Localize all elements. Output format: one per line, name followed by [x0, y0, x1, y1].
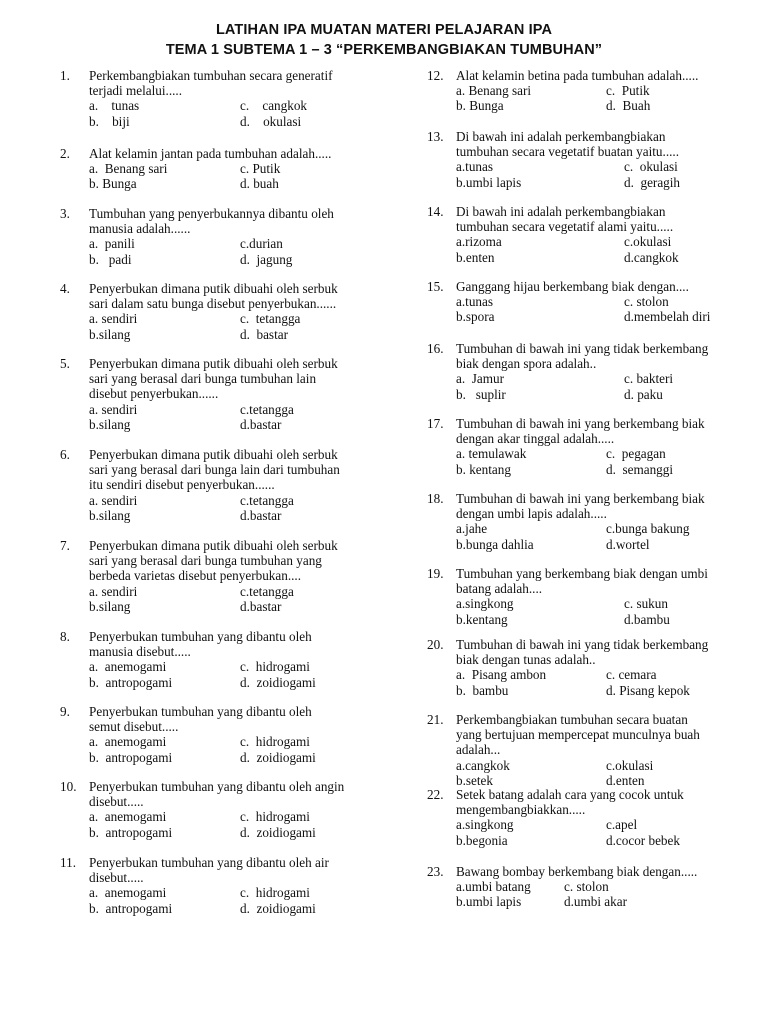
answer-option: c. stolon — [624, 294, 669, 310]
answer-option: c.tetangga — [240, 492, 294, 508]
question-text: Di bawah ini adalah perkembangbiakan tumbuhan secara vegetatif buatan yaitu..... — [456, 129, 680, 160]
answer-option: d. zoidiogami — [240, 749, 316, 765]
answer-option: c. hidrogami — [240, 734, 310, 750]
answer-option: c.tetangga — [240, 583, 294, 599]
answer-option: d. bastar — [240, 326, 288, 342]
question-item — [427, 279, 757, 325]
question-item — [427, 341, 757, 402]
question-item — [60, 281, 390, 342]
answer-option: c.durian — [240, 236, 283, 252]
question-item — [60, 704, 390, 765]
answer-option: b.bunga dahlia — [456, 536, 534, 552]
answer-option: b.silang — [89, 598, 131, 614]
question-text: Tumbuhan yang berkembang biak dengan umbi batang adalah.... — [456, 566, 708, 597]
question-number: 22. — [427, 787, 444, 802]
answer-option: a. panili — [89, 236, 135, 252]
answer-options — [89, 236, 390, 266]
question-item — [60, 447, 390, 523]
question-item — [60, 146, 390, 192]
answer-option: d. Buah — [606, 98, 651, 114]
answer-option: b. Bunga — [456, 98, 504, 114]
answer-option: a. Pisang ambon — [456, 667, 547, 683]
question-number: 3. — [60, 206, 70, 221]
question-text: Tumbuhan di bawah ini yang tidak berkembang biak dengan spora adalah.. — [456, 341, 709, 372]
answer-option: b.setek — [456, 772, 493, 788]
question-number: 18. — [427, 491, 444, 506]
answer-option: a. anemogami — [89, 734, 167, 750]
answer-option: b.silang — [89, 507, 131, 523]
answer-option: b.silang — [89, 326, 131, 342]
answer-option: b. antropogami — [89, 824, 173, 840]
answer-option: c. sukun — [624, 596, 668, 612]
question-item — [60, 68, 390, 129]
answer-option: c. hidrogami — [240, 809, 310, 825]
question-text: Tumbuhan di bawah ini yang tidak berkembang biak dengan tunas adalah.. — [456, 637, 709, 668]
answer-option: b. antropogami — [89, 749, 173, 765]
question-item — [60, 206, 390, 267]
question-item — [60, 629, 390, 690]
answer-options — [89, 584, 390, 614]
answer-options — [89, 734, 390, 764]
answer-option: d.membelah diri — [624, 309, 711, 325]
answer-option: d.bastar — [240, 598, 282, 614]
question-number: 2. — [60, 146, 70, 161]
answer-option: b. Bunga — [89, 176, 137, 192]
question-item — [427, 204, 757, 265]
answer-option: b. padi — [89, 251, 132, 267]
question-text: Tumbuhan di bawah ini yang berkembang biak dengan umbi lapis adalah..... — [456, 491, 705, 522]
question-item — [427, 787, 757, 848]
answer-option: d.umbi akar — [564, 894, 627, 910]
answer-options — [89, 161, 390, 191]
answer-options — [89, 493, 390, 523]
answer-option: c. tetangga — [240, 311, 301, 327]
worksheet-title: LATIHAN IPA MUATAN MATERI PELAJARAN IPA — [215, 22, 553, 38]
answer-option: d. Pisang kepok — [606, 682, 690, 698]
question-number: 9. — [60, 704, 70, 719]
answer-options — [456, 371, 757, 401]
answer-option: b. biji — [89, 113, 130, 129]
answer-option: b.begonia — [456, 832, 508, 848]
question-item — [60, 855, 390, 916]
question-number: 11. — [60, 855, 76, 870]
question-number: 4. — [60, 281, 70, 296]
answer-options — [456, 667, 757, 697]
answer-option: a. sendiri — [89, 401, 138, 417]
answer-option: a. sendiri — [89, 492, 138, 508]
question-number: 23. — [427, 864, 444, 879]
question-text: Ganggang hijau berkembang biak dengan.... — [456, 279, 689, 294]
answer-option: b.silang — [89, 416, 131, 432]
answer-option: a. sendiri — [89, 311, 138, 327]
question-number: 16. — [427, 341, 444, 356]
answer-option: c. pegagan — [606, 446, 666, 462]
answer-option: c. Putik — [240, 161, 281, 177]
answer-option: d. geragih — [624, 174, 681, 190]
question-number: 1. — [60, 68, 70, 83]
question-number: 6. — [60, 447, 70, 462]
question-item — [60, 538, 390, 614]
answer-options — [456, 446, 757, 476]
answer-option: a. temulawak — [456, 446, 527, 462]
answer-option: b. suplir — [456, 386, 506, 402]
answer-option: c. hidrogami — [240, 885, 310, 901]
answer-options — [456, 817, 757, 847]
answer-options — [456, 234, 757, 264]
answer-option: a. anemogami — [89, 885, 167, 901]
answer-option: c.okulasi — [624, 234, 672, 250]
answer-option: d. zoidiogami — [240, 674, 316, 690]
question-text: Penyerbukan dimana putik dibuahi oleh serbuk sari yang berasal dari bunga tumbuhan yang berbeda varietas disebut penyerbukan.... — [89, 538, 338, 584]
answer-option: d.bastar — [240, 416, 282, 432]
answer-option: b.enten — [456, 249, 495, 265]
question-text: Penyerbukan dimana putik dibuahi oleh serbuk sari yang berasal dari bunga lain dari tumbuhan itu sendiri disebut penyerbukan...... — [89, 447, 340, 493]
answer-option: d. buah — [240, 176, 279, 192]
answer-option: a. tunas — [89, 98, 140, 114]
answer-options — [456, 596, 757, 626]
answer-option: a. Benang sari — [456, 83, 532, 99]
question-number: 7. — [60, 538, 70, 553]
answer-option: c. cemara — [606, 667, 657, 683]
answer-option: b.kentang — [456, 611, 508, 627]
answer-option: a. sendiri — [89, 583, 138, 599]
question-item — [427, 864, 757, 910]
question-item — [427, 68, 757, 114]
answer-option: b.umbi lapis — [456, 894, 522, 910]
question-number: 14. — [427, 204, 444, 219]
question-text: Penyerbukan tumbuhan yang dibantu oleh semut disebut..... — [89, 704, 312, 735]
worksheet-subtitle: TEMA 1 SUBTEMA 1 – 3 “PERKEMBANGBIAKAN TUMBUHAN” — [165, 42, 603, 58]
question-number: 17. — [427, 416, 444, 431]
question-item — [60, 356, 390, 432]
question-item — [427, 416, 757, 477]
question-text: Penyerbukan dimana putik dibuahi oleh serbuk sari yang berasal dari bunga tumbuhan lain disebut penyerbukan...... — [89, 356, 338, 402]
answer-option: d. paku — [624, 386, 663, 402]
answer-option: c. bakteri — [624, 371, 674, 387]
answer-option: a.singkong — [456, 817, 514, 833]
question-item — [427, 712, 757, 788]
question-text: Penyerbukan dimana putik dibuahi oleh serbuk sari dalam satu bunga disebut penyerbukan...... — [89, 281, 338, 312]
answer-options — [89, 809, 390, 839]
answer-option: b. kentang — [456, 461, 511, 477]
question-text: Alat kelamin jantan pada tumbuhan adalah..... — [89, 146, 332, 161]
question-text: Tumbuhan di bawah ini yang berkembang biak dengan akar tinggal adalah..... — [456, 416, 705, 447]
question-number: 15. — [427, 279, 444, 294]
answer-option: b. antropogami — [89, 674, 173, 690]
question-text: Penyerbukan tumbuhan yang dibantu oleh angin disebut..... — [89, 779, 345, 810]
answer-option: c. stolon — [564, 879, 609, 895]
question-text: Penyerbukan tumbuhan yang dibantu oleh manusia disebut..... — [89, 629, 312, 660]
answer-option: c. okulasi — [624, 159, 678, 175]
question-number: 20. — [427, 637, 444, 652]
answer-option: d.enten — [606, 772, 645, 788]
question-number: 10. — [60, 779, 77, 794]
answer-options — [456, 879, 757, 909]
answer-option: c. hidrogami — [240, 659, 310, 675]
question-text: Setek batang adalah cara yang cocok untuk mengembangbiakkan..... — [456, 787, 684, 818]
question-text: Bawang bombay berkembang biak dengan..... — [456, 864, 698, 879]
question-number: 21. — [427, 712, 444, 727]
question-item — [427, 491, 757, 552]
answer-option: d.wortel — [606, 536, 650, 552]
answer-option: a.umbi batang — [456, 879, 531, 895]
answer-options — [89, 659, 390, 689]
answer-option: a. anemogami — [89, 659, 167, 675]
answer-options — [89, 311, 390, 341]
question-text: Perkembangbiakan tumbuhan secara generatif terjadi melalui..... — [89, 68, 333, 99]
answer-option: a.cangkok — [456, 757, 510, 773]
question-number: 5. — [60, 356, 70, 371]
answer-options — [89, 402, 390, 432]
answer-options — [456, 758, 757, 788]
answer-option: a.jahe — [456, 521, 488, 537]
answer-option: c.bunga bakung — [606, 521, 690, 537]
question-number: 13. — [427, 129, 444, 144]
page-header — [0, 20, 768, 60]
answer-option: c.okulasi — [606, 757, 654, 773]
answer-option: b.spora — [456, 309, 495, 325]
question-number: 8. — [60, 629, 70, 644]
question-text: Tumbuhan yang penyerbukannya dibantu oleh manusia adalah...... — [89, 206, 334, 237]
answer-options — [89, 98, 390, 128]
answer-option: a. Jamur — [456, 371, 504, 387]
answer-option: b.umbi lapis — [456, 174, 522, 190]
answer-option: c. Putik — [606, 83, 650, 99]
question-text: Di bawah ini adalah perkembangbiakan tumbuhan secara vegetatif alami yaitu..... — [456, 204, 674, 235]
question-text: Perkembangbiakan tumbuhan secara buatan yang bertujuan mempercepat munculnya buah adalah... — [456, 712, 700, 758]
answer-option: d.bastar — [240, 507, 282, 523]
question-item — [427, 129, 757, 190]
question-text: Alat kelamin betina pada tumbuhan adalah..... — [456, 68, 699, 83]
question-text: Penyerbukan tumbuhan yang dibantu oleh air disebut..... — [89, 855, 329, 886]
answer-option: b. bambu — [456, 682, 509, 698]
answer-option: a.tunas — [456, 294, 493, 310]
answer-option: d. zoidiogami — [240, 900, 316, 916]
answer-option: a.tunas — [456, 159, 493, 175]
answer-options — [89, 885, 390, 915]
answer-options — [456, 294, 757, 324]
answer-option: a.singkong — [456, 596, 514, 612]
answer-options — [456, 159, 757, 189]
question-item — [60, 779, 390, 840]
question-item — [427, 566, 757, 627]
answer-option: d. jagung — [240, 251, 293, 267]
answer-option: a. anemogami — [89, 809, 167, 825]
answer-option: d.bambu — [624, 611, 670, 627]
answer-option: c. cangkok — [240, 98, 308, 114]
question-number: 12. — [427, 68, 444, 83]
answer-option: a. Benang sari — [89, 161, 168, 177]
answer-option: c.apel — [606, 817, 638, 833]
answer-option: d. semanggi — [606, 461, 674, 477]
question-item — [427, 637, 757, 698]
answer-option: d.cocor bebek — [606, 832, 680, 848]
answer-option: d.cangkok — [624, 249, 679, 265]
answer-option: a.rizoma — [456, 234, 502, 250]
answer-options — [456, 521, 757, 551]
answer-options — [456, 83, 757, 113]
answer-option: d. okulasi — [240, 113, 302, 129]
answer-option: c.tetangga — [240, 401, 294, 417]
answer-option: d. zoidiogami — [240, 824, 316, 840]
answer-option: b. antropogami — [89, 900, 173, 916]
question-number: 19. — [427, 566, 444, 581]
